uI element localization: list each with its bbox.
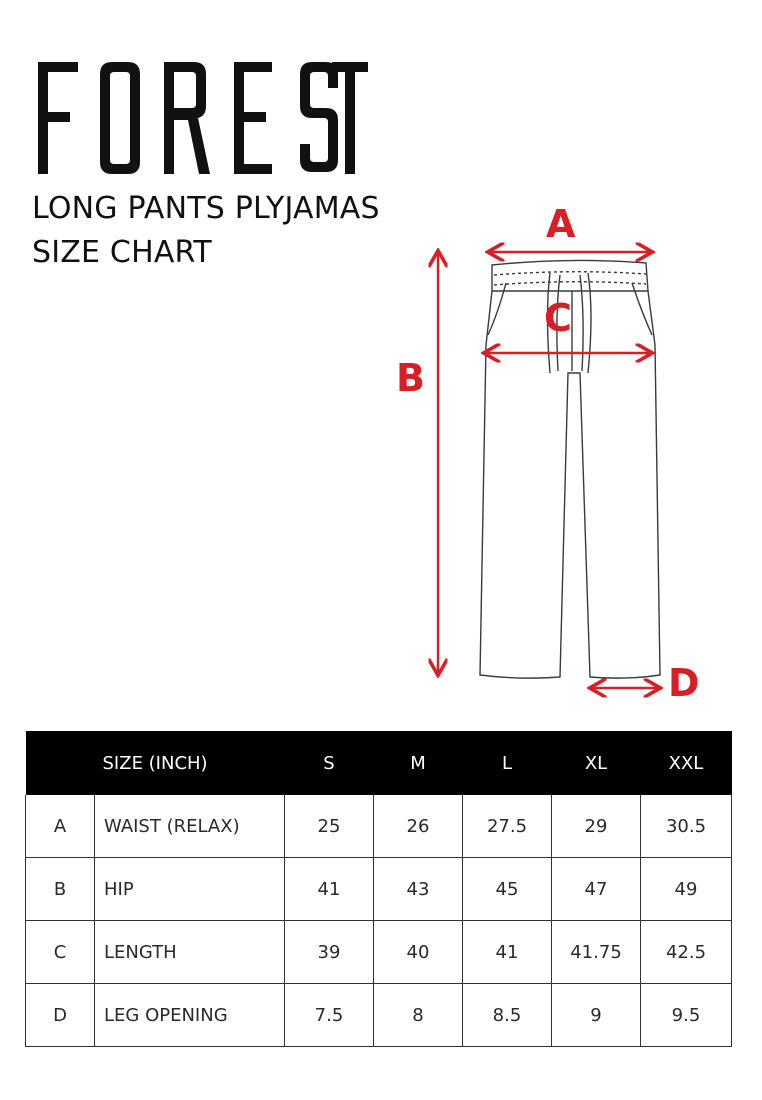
cell-value: 29 xyxy=(552,795,641,858)
cell-value: 40 xyxy=(374,921,463,984)
title-line-product: LONG PANTS PLYJAMAS xyxy=(32,191,380,226)
cell-value: 25 xyxy=(285,795,374,858)
cell-value: 9.5 xyxy=(641,984,732,1047)
label-d: D xyxy=(668,661,700,705)
cell-value: 8 xyxy=(374,984,463,1047)
cell-value: 8.5 xyxy=(463,984,552,1047)
cell-value: 42.5 xyxy=(641,921,732,984)
title-line-size-chart: SIZE CHART xyxy=(32,235,212,270)
table-row xyxy=(26,921,732,984)
brand-logo xyxy=(38,52,368,176)
table-header-row xyxy=(26,731,732,795)
row-code: B xyxy=(26,858,95,921)
cell-value: 41 xyxy=(463,921,552,984)
header-size-inch: SIZE (INCH) xyxy=(95,731,285,795)
pants-diagram xyxy=(380,195,720,715)
header-size-l: L xyxy=(463,731,552,795)
cell-value: 9 xyxy=(552,984,641,1047)
cell-value: 49 xyxy=(641,858,732,921)
header-code xyxy=(26,731,95,795)
cell-value: 30.5 xyxy=(641,795,732,858)
label-b: B xyxy=(396,356,425,400)
forest-logo-icon xyxy=(38,52,368,176)
cell-value: 45 xyxy=(463,858,552,921)
cell-value: 26 xyxy=(374,795,463,858)
chart-title xyxy=(32,187,380,275)
header-size-s: S xyxy=(285,731,374,795)
row-label: LENGTH xyxy=(95,921,285,984)
table-row xyxy=(26,858,732,921)
row-code: A xyxy=(26,795,95,858)
header-size-m: M xyxy=(374,731,463,795)
row-label: WAIST (RELAX) xyxy=(95,795,285,858)
cell-value: 47 xyxy=(552,858,641,921)
size-table xyxy=(25,731,732,1047)
cell-value: 41.75 xyxy=(552,921,641,984)
cell-value: 7.5 xyxy=(285,984,374,1047)
table-row xyxy=(26,795,732,858)
table-row xyxy=(26,984,732,1047)
cell-value: 27.5 xyxy=(463,795,552,858)
header-size-xxl: XXL xyxy=(641,731,732,795)
cell-value: 39 xyxy=(285,921,374,984)
label-a: A xyxy=(546,202,576,246)
row-label: LEG OPENING xyxy=(95,984,285,1047)
row-label: HIP xyxy=(95,858,285,921)
cell-value: 41 xyxy=(285,858,374,921)
row-code: C xyxy=(26,921,95,984)
row-code: D xyxy=(26,984,95,1047)
header-size-xl: XL xyxy=(552,731,641,795)
label-c: C xyxy=(544,296,572,340)
cell-value: 43 xyxy=(374,858,463,921)
